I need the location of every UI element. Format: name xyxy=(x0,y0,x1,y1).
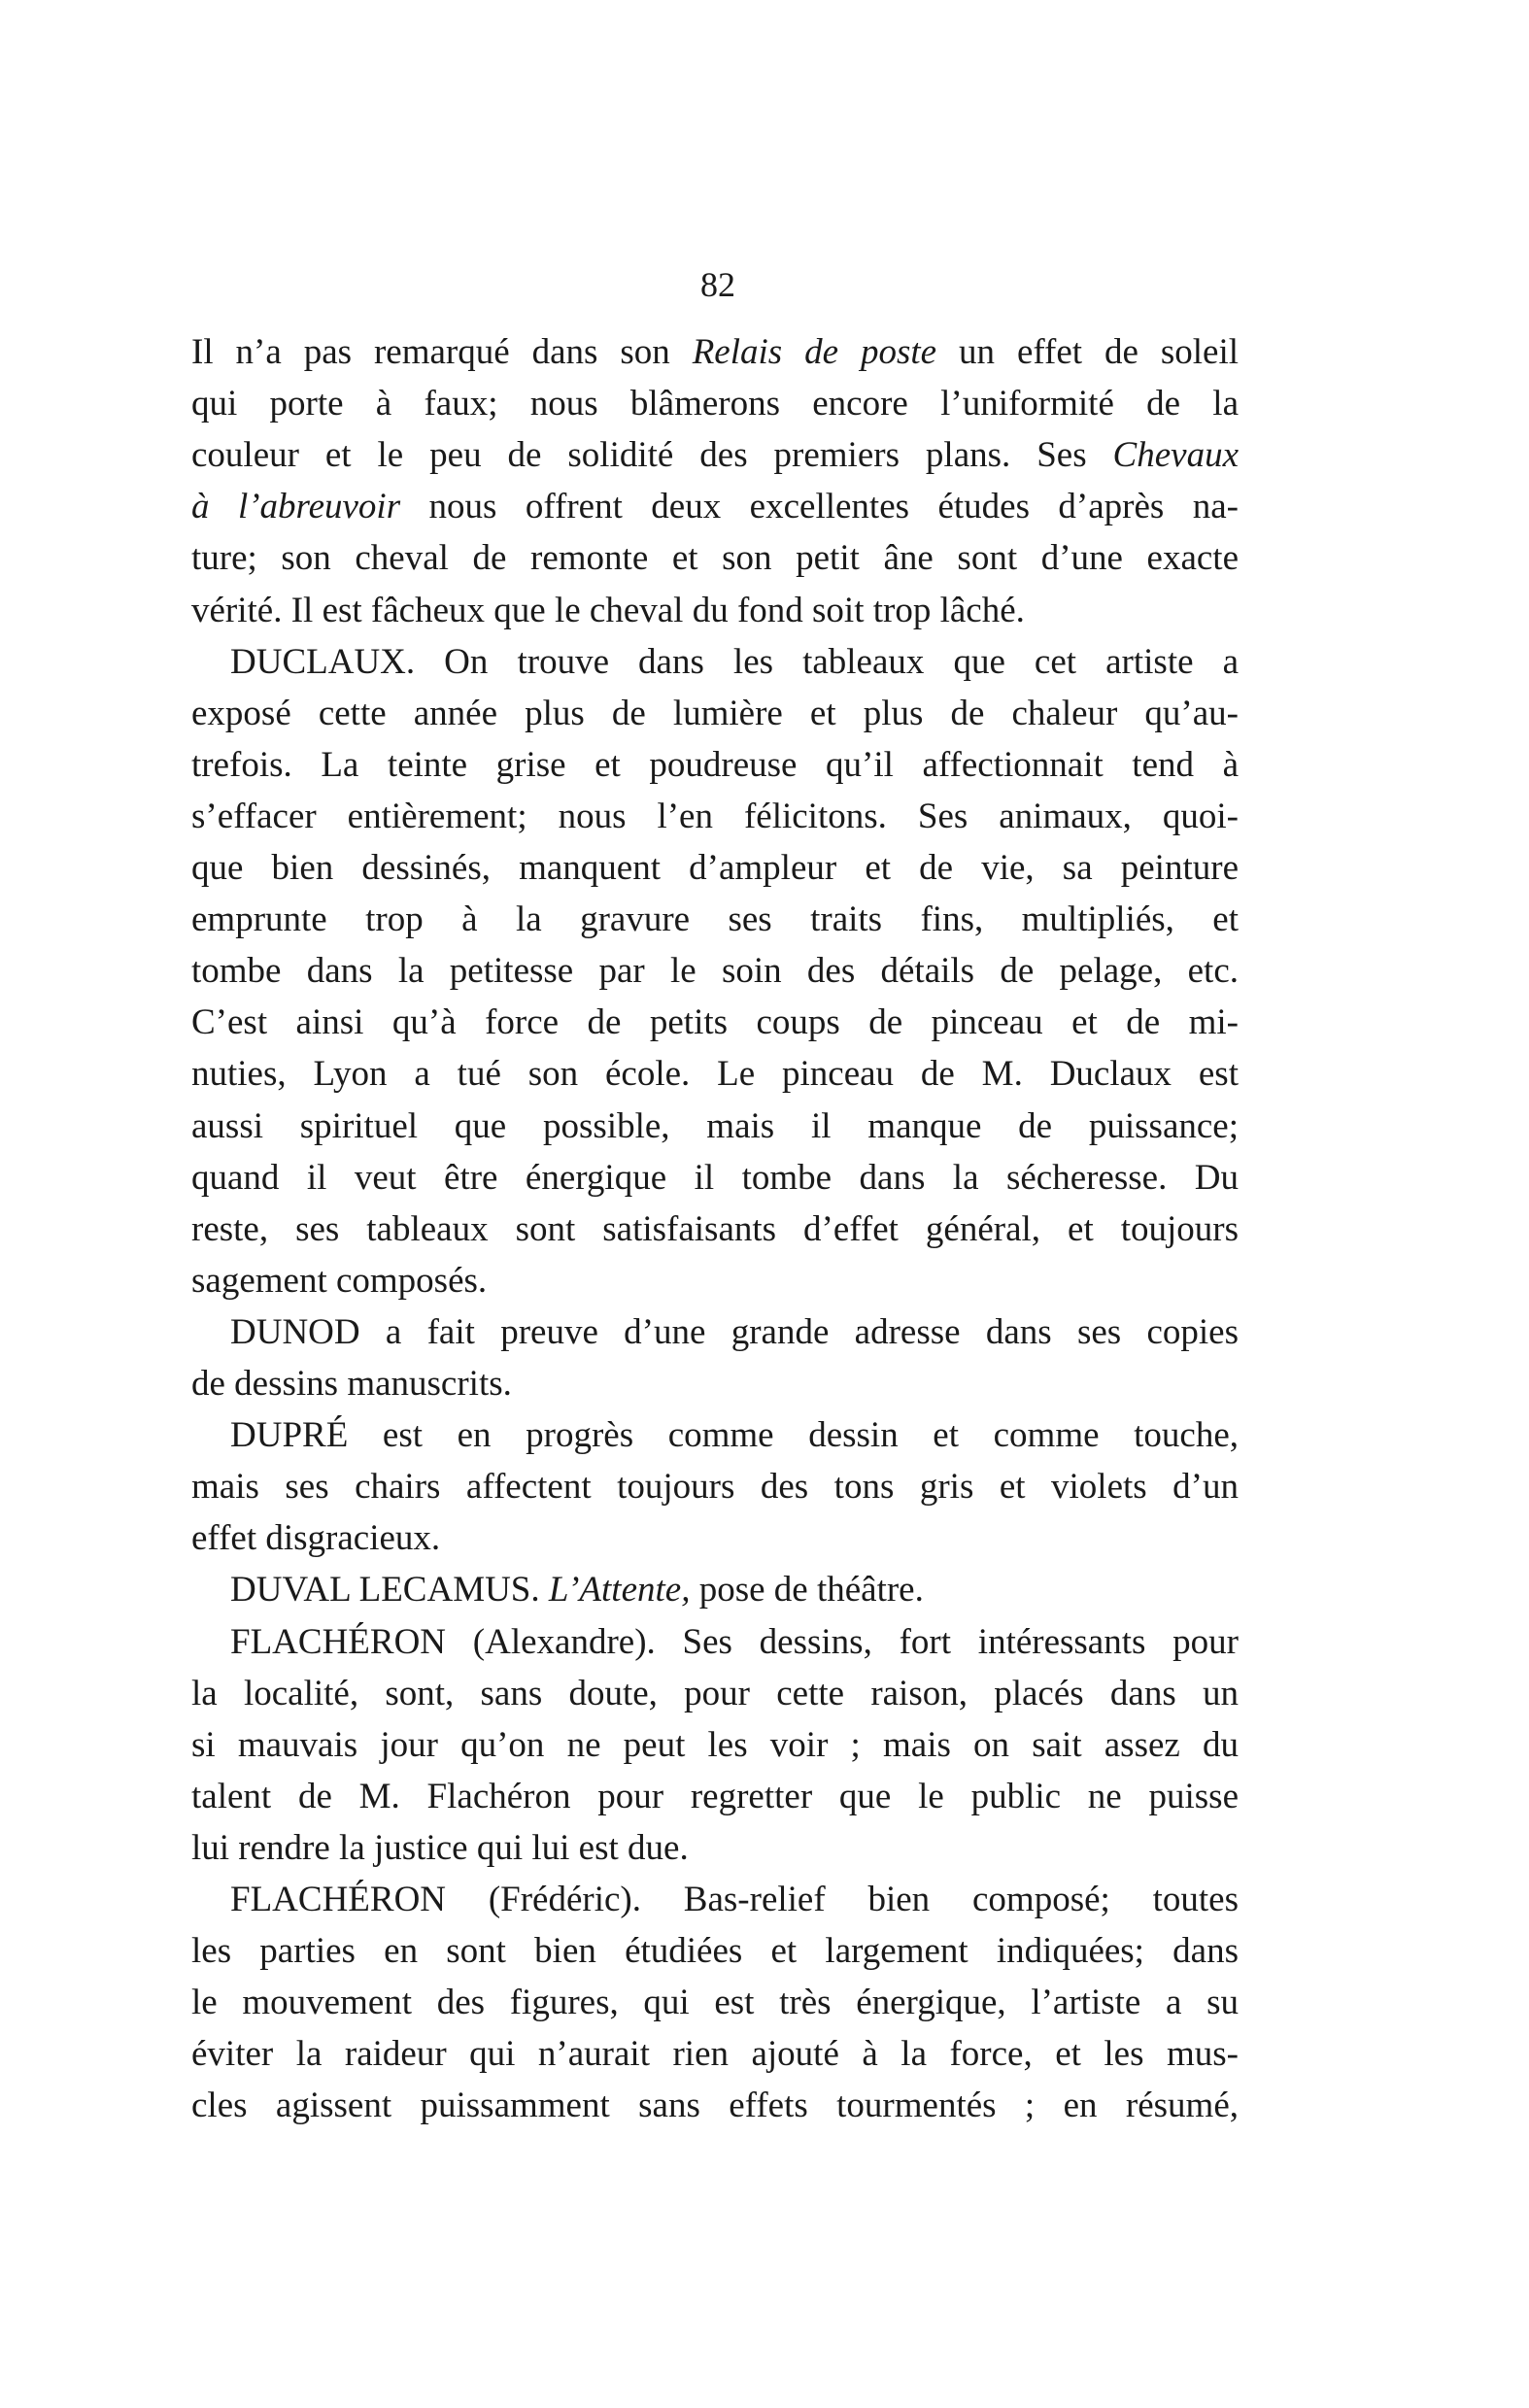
text-segment: tombe dans la petitesse par le soin des détails de pelage, etc. xyxy=(191,951,1239,992)
page-number: 82 xyxy=(700,265,735,304)
text-segment: DUVAL LECAMUS. xyxy=(230,1570,549,1611)
text-segment: DUPRÉ est en progrès comme dessin et comme touche, xyxy=(230,1415,1239,1456)
text-segment: nous offrent deux excellentes études d’après na- xyxy=(400,487,1239,527)
text-line xyxy=(191,1977,1239,2028)
text-segment: mais ses chairs affectent toujours des tons gris et violets d’un xyxy=(191,1467,1239,1508)
text-segment: s’effacer entièrement; nous l’en félicitons. Ses animaux, quoi- xyxy=(191,796,1239,836)
text-segment: cles agissent puissamment sans effets tourmentés ; en résumé, xyxy=(191,2086,1239,2126)
text-segment: la localité, sont, sans doute, pour cette raison, placés dans un xyxy=(191,1673,1239,1713)
text-line xyxy=(230,1306,1239,1358)
text-line xyxy=(191,1101,1239,1152)
text-line xyxy=(230,1874,1239,1925)
text-segment: reste, ses tableaux sont satisfaisants d’effet général, et toujours xyxy=(191,1208,1239,1249)
text-line xyxy=(191,1925,1239,1977)
text-line xyxy=(230,1409,1239,1461)
italic-title: à l’abreuvoir xyxy=(191,487,401,527)
text-line xyxy=(191,1461,1239,1512)
text-segment: FLACHÉRON (Alexandre). Ses dessins, fort intéressants pour xyxy=(230,1621,1239,1662)
text-line xyxy=(191,739,1239,791)
text-line xyxy=(191,1822,1239,1874)
italic-title: Chevaux xyxy=(1112,435,1239,476)
text-line xyxy=(191,1719,1239,1771)
text-line xyxy=(191,532,1239,584)
text-line xyxy=(191,2080,1239,2131)
text-segment: les parties en sont bien étudiées et largement indiquées; dans xyxy=(191,1931,1239,1972)
text-segment: emprunte trop à la gravure ses traits fins, multipliés, et xyxy=(191,899,1239,940)
italic-title: L’Attente, xyxy=(548,1570,691,1611)
text-line xyxy=(191,997,1239,1048)
text-segment: le mouvement des figures, qui est très énergique, l’artiste a su xyxy=(191,1983,1239,2023)
text-segment: aussi spirituel que possible, mais il manque de puissance; xyxy=(191,1105,1239,1146)
text-segment: FLACHÉRON (Frédéric). Bas-relief bien composé; toutes xyxy=(230,1880,1239,1919)
text-line xyxy=(230,1564,1239,1615)
text-line xyxy=(191,688,1239,739)
text-segment: lui rendre la justice qui lui est due. xyxy=(191,1827,689,1868)
text-segment: couleur et le peu de solidité des premiers plans. Ses xyxy=(191,435,1113,476)
text-line xyxy=(191,945,1239,997)
text-line xyxy=(230,1616,1239,1668)
text-line xyxy=(191,1204,1239,1255)
text-line xyxy=(191,326,1239,378)
text-segment: ture; son cheval de remonte et son petit âne sont d’une exacte xyxy=(191,538,1239,579)
text-line xyxy=(191,481,1239,532)
text-line xyxy=(191,1048,1239,1100)
text-segment: qui porte à faux; nous blâmerons encore l’uniformité de la xyxy=(191,384,1239,424)
text-segment: si mauvais jour qu’on ne peut les voir ; mais on sait assez du xyxy=(191,1724,1239,1765)
text-segment: effet disgracieux. xyxy=(191,1518,441,1559)
text-line xyxy=(191,1512,1239,1564)
text-line xyxy=(191,791,1239,842)
text-segment: sagement composés. xyxy=(191,1260,488,1301)
text-segment: C’est ainsi qu’à force de petits coups de pinceau et de mi- xyxy=(191,1002,1239,1043)
text-line xyxy=(191,429,1239,481)
text-line xyxy=(191,1152,1239,1204)
text-segment: DUCLAUX. On trouve dans les tableaux que cet artiste a xyxy=(230,641,1239,682)
text-line xyxy=(191,2028,1239,2080)
text-segment: DUNOD a fait preuve d’une grande adresse dans ses copies xyxy=(230,1311,1239,1352)
text-segment: vérité. Il est fâcheux que le cheval du fond soit trop lâché. xyxy=(191,590,1025,630)
text-segment: nuties, Lyon a tué son école. Le pinceau de M. Duclaux est xyxy=(191,1054,1239,1095)
text-segment: exposé cette année plus de lumière et plus de chaleur qu’au- xyxy=(191,693,1239,733)
text-segment: de dessins manuscrits. xyxy=(191,1364,512,1404)
text-line xyxy=(191,842,1239,894)
text-line xyxy=(191,894,1239,945)
text-line xyxy=(191,1668,1239,1719)
text-line xyxy=(191,378,1239,429)
text-segment: Il n’a pas remarqué dans son xyxy=(191,332,693,372)
text-segment: un effet de soleil xyxy=(936,332,1239,372)
text-segment: pose de théâtre. xyxy=(690,1570,924,1611)
text-line xyxy=(191,1255,1239,1306)
text-line xyxy=(191,585,1239,636)
text-segment: éviter la raideur qui n’aurait rien ajouté à la force, et les mus- xyxy=(191,2034,1239,2075)
text-segment: quand il veut être énergique il tombe dans la sécheresse. Du xyxy=(191,1157,1239,1198)
text-segment: talent de M. Flachéron pour regretter que le public ne puisse xyxy=(191,1776,1239,1816)
text-line xyxy=(191,1358,1239,1409)
text-segment: que bien dessinés, manquent d’ampleur et de vie, sa peinture xyxy=(191,848,1239,888)
text-line xyxy=(230,636,1239,688)
text-line xyxy=(191,1771,1239,1822)
text-segment: trefois. La teinte grise et poudreuse qu’il affectionnait tend à xyxy=(191,744,1239,785)
italic-title: Relais de poste xyxy=(692,332,937,372)
